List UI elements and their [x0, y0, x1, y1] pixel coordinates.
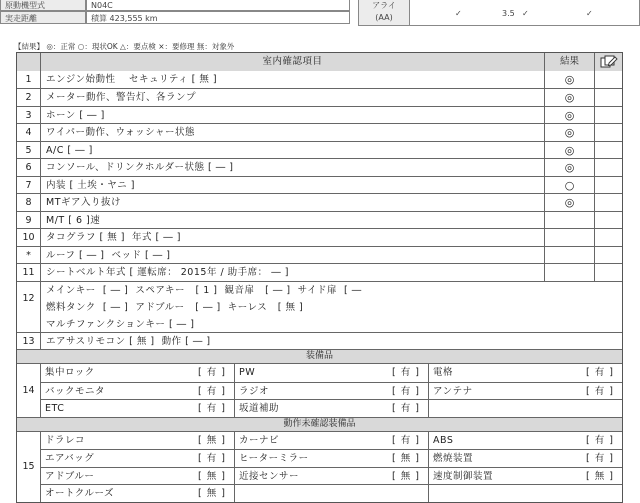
- key-items-line-1: メインキー [ ― ] スペアキー [ 1 ] 観音扉 [ ― ] サイド扉 [ ―: [46, 284, 362, 296]
- unchecked-item: [235, 484, 428, 502]
- item-result: ◎: [544, 107, 594, 124]
- inspection-row: [17, 211, 622, 229]
- item-result: ◎: [544, 71, 594, 89]
- item-result: ○: [544, 177, 594, 194]
- unchecked-item-value: [ 有 ]: [392, 434, 420, 446]
- equipment-item-value: [ 有 ]: [198, 403, 226, 414]
- item-text: ルーフ [ ― ] ベッド [ ― ]: [46, 249, 171, 261]
- inspection-row: [17, 228, 622, 246]
- unchecked-item: [41, 432, 234, 450]
- item-number: 1: [17, 71, 41, 89]
- item-text: M/T [ 6 ]速: [46, 214, 101, 226]
- equipment-item-value: [ 有 ]: [198, 367, 226, 378]
- equipment-item-value: [560, 400, 622, 417]
- result-header: 結果: [544, 53, 594, 71]
- item-text: メーター動作、警告灯、各ランプ: [46, 92, 197, 103]
- unchecked-item-value: [ 無 ]: [586, 470, 614, 482]
- unchecked-grid: [17, 431, 622, 502]
- alignment-check-1: ✓: [455, 9, 462, 18]
- edit-cell: [594, 142, 622, 159]
- inspection-title: 室内確認項目: [262, 56, 323, 67]
- equipment-column: [234, 364, 428, 417]
- equipment-item-name: バックモニタ: [45, 385, 106, 397]
- item-number: 2: [17, 89, 41, 106]
- item-text: ワイパー動作、ウォッシャー状態: [46, 127, 195, 138]
- unchecked-columns: [41, 432, 622, 502]
- inspection-row: [17, 158, 622, 176]
- unchecked-item-name: [235, 485, 366, 502]
- edit-cell: [594, 159, 622, 176]
- unchecked-item-name: ドラレコ: [45, 434, 86, 446]
- equipment-column: [41, 364, 234, 417]
- equipment-item: [235, 382, 428, 400]
- unchecked-column: [428, 432, 622, 502]
- inspection-row: [17, 88, 622, 106]
- unchecked-item: [235, 449, 428, 467]
- inspection-row: [17, 246, 622, 264]
- equipment-item: [429, 399, 622, 417]
- vehicle-header: [0, 0, 640, 38]
- alignment-value: 3.5: [502, 9, 515, 18]
- equipment-number: 14: [17, 364, 41, 417]
- item-text: エンジン始動性 セキュリティ [ 無 ]: [46, 73, 218, 85]
- equipment-item-value: [ 有 ]: [392, 403, 420, 414]
- item-text: シートベルト年式 [ 運転席： 2015年 / 助手席： ― ]: [46, 267, 289, 278]
- equipment-item: [235, 364, 428, 382]
- inspection-sheet: [16, 52, 623, 503]
- item-number: 10: [17, 229, 41, 246]
- unchecked-item-name: [429, 485, 560, 502]
- engine-value: N04C: [86, 0, 350, 11]
- item-number: 7: [17, 177, 41, 194]
- item-result: ◎: [544, 124, 594, 141]
- unchecked-item: [429, 467, 622, 485]
- item-number: 5: [17, 142, 41, 159]
- inspection-row: [17, 141, 622, 159]
- alignment-label: [358, 0, 410, 26]
- unchecked-item-name: オートクルーズ: [45, 488, 115, 499]
- inspection-row-12: [17, 281, 622, 332]
- equipment-item-name: PW: [239, 367, 256, 378]
- equipment-title: 装備品: [17, 349, 622, 363]
- equipment-item-value: [ 有 ]: [198, 385, 226, 397]
- unchecked-column: [234, 432, 428, 502]
- equipment-item: [41, 382, 234, 400]
- equipment-item-value: [ 有 ]: [392, 367, 420, 378]
- unchecked-item-value: [ 無 ]: [198, 470, 226, 482]
- inspection-row: [17, 176, 622, 194]
- unchecked-item-value: [ 有 ]: [586, 434, 614, 446]
- edit-cell: [594, 229, 622, 246]
- inspection-row: [17, 71, 622, 89]
- unchecked-item: [235, 432, 428, 450]
- edit-cell: [594, 107, 622, 124]
- unchecked-item-name: アドブルー: [45, 470, 95, 482]
- unchecked-item-name: ヒーターミラー: [239, 453, 309, 464]
- alignment-check-2: ✓: [522, 9, 529, 18]
- alignment-check-3: ✓: [586, 9, 593, 18]
- edit-cell: [594, 177, 622, 194]
- edit-cell: [594, 89, 622, 106]
- item-result: [544, 229, 594, 246]
- equipment-item-name: 電格: [433, 367, 454, 378]
- unchecked-item-name: カーナビ: [239, 434, 280, 446]
- edit-cell: [594, 71, 622, 89]
- equipment-column: [428, 364, 622, 417]
- equipment-item-value: [ 有 ]: [392, 385, 420, 397]
- equipment-item-name: 坂道補助: [239, 403, 280, 414]
- unchecked-item-value: [ 無 ]: [392, 470, 420, 482]
- alignment-label-text: アライ: [372, 1, 396, 10]
- inspection-rows: [17, 71, 622, 281]
- item-text: ホーン [ ― ]: [46, 109, 105, 121]
- unchecked-item-name: エアバッグ: [45, 453, 95, 464]
- alignment-values: [410, 0, 640, 26]
- edit-cell: [594, 264, 622, 281]
- item-result: [544, 212, 594, 229]
- edit-cell: [594, 247, 622, 264]
- engine-label: 原動機型式: [0, 0, 86, 11]
- item-result: ◎: [544, 159, 594, 176]
- unchecked-item-value: [ 無 ]: [198, 488, 226, 499]
- item-result: ◎: [544, 142, 594, 159]
- unchecked-item-name: ABS: [433, 434, 454, 446]
- alignment-sub: (AA): [375, 13, 393, 22]
- inspection-row-13: [17, 332, 622, 350]
- unchecked-item-name: 速度制御装置: [433, 470, 494, 482]
- unchecked-item-value: [ 有 ]: [198, 453, 226, 464]
- equipment-item: [41, 364, 234, 382]
- item-number: 6: [17, 159, 41, 176]
- item-number: *: [17, 247, 41, 264]
- item-number: 13: [17, 333, 41, 350]
- inspection-row: [17, 106, 622, 124]
- unchecked-item: [429, 432, 622, 450]
- equipment-item: [429, 382, 622, 400]
- equipment-item: [429, 364, 622, 382]
- unchecked-item: [429, 484, 622, 502]
- item-text: コンソール、ドリンクホルダー状態 [ ― ]: [46, 162, 234, 173]
- unchecked-item: [41, 467, 234, 485]
- item-number: 12: [17, 282, 41, 332]
- key-items-line-3: マルチファンクションキー [ ― ]: [46, 318, 195, 330]
- edit-copy-button[interactable]: [594, 53, 622, 71]
- mileage-label: 実走距離: [0, 11, 86, 24]
- unchecked-item-value: [ 無 ]: [392, 453, 420, 464]
- item-text: 内装 [ 土埃・ヤニ ]: [46, 179, 135, 191]
- unchecked-item-name: 燃焼装置: [433, 453, 474, 464]
- equipment-grid: [17, 363, 622, 417]
- unchecked-column: [41, 432, 234, 502]
- item-text: タコグラフ [ 無 ] 年式 [ ― ]: [46, 232, 181, 243]
- unchecked-title: 動作未確認装備品: [17, 417, 622, 431]
- unchecked-item-value: [ 無 ]: [198, 434, 226, 446]
- edit-copy-icon: [600, 55, 618, 68]
- item-text: A/C [ ― ]: [46, 144, 93, 156]
- item-result: ◎: [544, 89, 594, 106]
- result-legend: 【結果】 ◎：正常 ○：現状OK △：要点検 ×：要修理 無：対象外: [14, 42, 235, 51]
- item-number: 11: [17, 264, 41, 281]
- equipment-item-name: ETC: [45, 403, 65, 414]
- unchecked-item-value: [560, 485, 622, 502]
- inspection-row: [17, 193, 622, 211]
- unchecked-item-value: [366, 485, 428, 502]
- item-result: [544, 247, 594, 264]
- mileage-value: 積算 423,555 km: [86, 11, 350, 24]
- item-number: 4: [17, 124, 41, 141]
- edit-cell: [594, 212, 622, 229]
- inspection-row: [17, 263, 622, 281]
- key-items-line-2: 燃料タンク [ ― ] アドブルー [ ― ] キーレス [ 無 ]: [46, 301, 304, 313]
- item-result: [544, 264, 594, 281]
- key-items: [41, 282, 622, 332]
- unchecked-item-name: 近接センサー: [239, 470, 300, 482]
- equipment-item-name: [429, 400, 560, 417]
- unchecked-item: [235, 467, 428, 485]
- equipment-item-value: [ 有 ]: [586, 367, 614, 378]
- equipment-item: [41, 399, 234, 417]
- unchecked-number: 15: [17, 432, 41, 502]
- item-number: 9: [17, 212, 41, 229]
- item-number: 3: [17, 107, 41, 124]
- inspection-row: [17, 123, 622, 141]
- item-text: エアサスリモコン [ 無 ] 動作 [ ― ]: [46, 335, 211, 347]
- item-number: 8: [17, 194, 41, 211]
- unchecked-item: [41, 449, 234, 467]
- item-text: MTギア入り抜け: [46, 197, 121, 208]
- equipment-columns: [41, 364, 622, 417]
- equipment-item-name: アンテナ: [433, 385, 473, 397]
- edit-cell: [594, 124, 622, 141]
- inspection-header-row: [17, 53, 622, 71]
- equipment-item: [235, 399, 428, 417]
- num-header: [17, 53, 41, 71]
- unchecked-item-value: [ 有 ]: [586, 453, 614, 464]
- edit-cell: [594, 194, 622, 211]
- unchecked-item: [429, 449, 622, 467]
- item-result: ◎: [544, 194, 594, 211]
- equipment-item-name: ラジオ: [239, 385, 270, 397]
- equipment-item-value: [ 有 ]: [586, 385, 614, 397]
- equipment-item-name: 集中ロック: [45, 367, 95, 378]
- unchecked-item: [41, 484, 234, 502]
